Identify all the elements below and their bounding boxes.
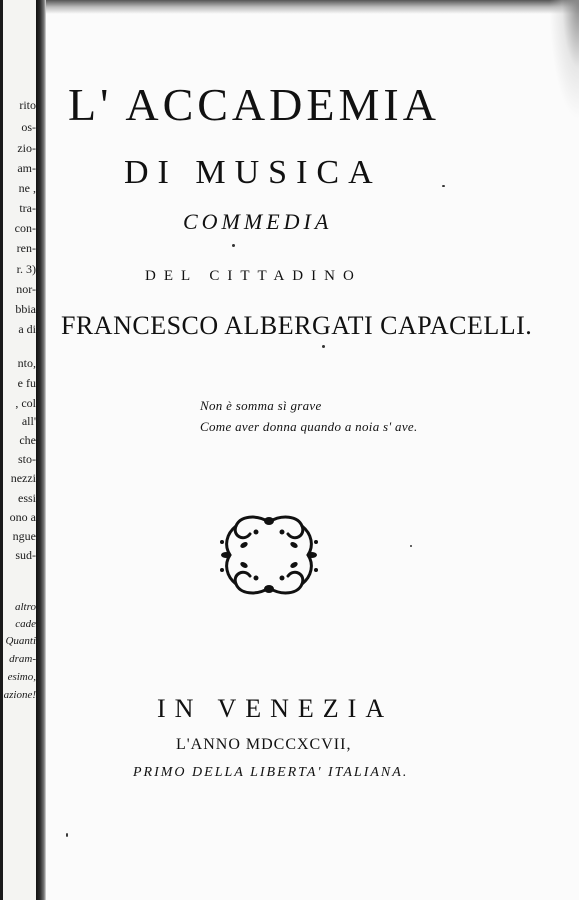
imprint-year: L'ANNO MDCCXCVII, — [176, 736, 352, 753]
top-edge-shadow — [46, 0, 579, 14]
left-page-fragment: Quanti — [5, 635, 36, 647]
imprint-era: PRIMO DELLA LIBERTA' ITALIANA. — [133, 765, 409, 780]
left-page-fragment: e fu — [17, 376, 36, 390]
left-page-fragment: rito — [19, 98, 36, 112]
ink-speck — [442, 185, 445, 187]
left-facing-page — [0, 0, 36, 900]
left-page-fragment: ren- — [16, 241, 36, 255]
ink-speck — [66, 833, 68, 837]
author-name: FRANCESCO ALBERGATI CAPACELLI. — [61, 311, 533, 340]
left-page-fragment: ne , — [18, 181, 36, 195]
left-page-fragment: tra- — [19, 201, 36, 215]
left-page-fragment: sud- — [15, 548, 36, 562]
left-page-fragment: con- — [14, 221, 36, 235]
corner-stain — [549, 0, 579, 120]
left-page-fragment: dram- — [9, 653, 36, 665]
left-page-fragment: nezzi — [10, 471, 36, 485]
left-page-fragment: sto- — [18, 452, 36, 466]
left-page-fragment: nto, — [17, 356, 36, 370]
left-page-fragment: ngue — [12, 529, 36, 543]
title-line-2: DI MUSICA — [124, 154, 382, 191]
left-page-fragment: che — [19, 433, 36, 447]
left-page-fragment: zio- — [17, 141, 36, 155]
left-page-fragment: altro — [15, 601, 36, 613]
page-edge — [0, 0, 3, 900]
left-page-fragment: nor- — [16, 282, 36, 296]
left-page-fragment: azione! — [3, 689, 36, 701]
title-line-1: L' ACCADEMIA — [68, 79, 440, 130]
imprint-place: IN VENEZIA — [157, 694, 394, 723]
left-page-fragment: cade — [15, 618, 36, 630]
left-page-fragment: , col — [15, 396, 36, 410]
epigraph-line-2: Come aver donna quando a noia s' ave. — [200, 419, 418, 434]
ink-speck — [322, 345, 325, 348]
left-page-fragment: am- — [17, 161, 36, 175]
by-line: DEL CITTADINO — [145, 268, 362, 284]
ink-speck — [232, 244, 235, 247]
left-page-fragment: esimo, — [7, 671, 36, 683]
genre-label: COMMEDIA — [183, 209, 333, 234]
ink-speck — [410, 545, 412, 547]
left-page-fragment: os- — [21, 120, 36, 134]
left-page-fragment: essi — [18, 491, 36, 505]
left-page-fragment: r. 3) — [16, 262, 36, 276]
left-page-fragment: a di — [18, 322, 36, 336]
left-page-fragment: ono a — [9, 510, 36, 524]
left-page-fragment: all' — [21, 414, 36, 428]
book-gutter — [36, 0, 46, 900]
left-page-fragment: bbia — [15, 302, 36, 316]
epigraph-line-1: Non è somma sì grave — [200, 398, 322, 413]
floral-vignette-icon — [218, 512, 320, 598]
